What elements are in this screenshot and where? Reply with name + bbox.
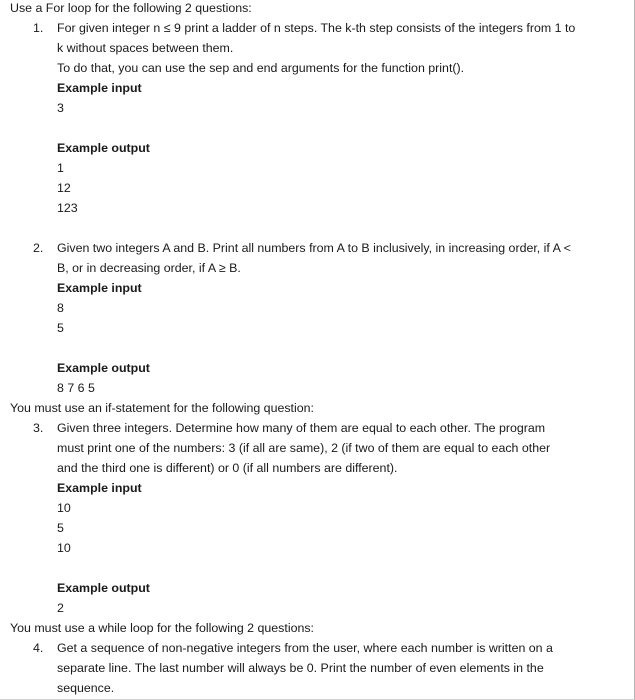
question-4-line: separate line. The last number will always be 0. Print the number of even elements in the (57, 661, 544, 675)
question-3-input-value: 5 (57, 521, 64, 535)
question-3-output-value: 2 (57, 601, 64, 615)
question-2-input-value: 8 (57, 301, 64, 315)
question-1-output-label: Example output (57, 141, 150, 155)
question-4-line: Get a sequence of non-negative integers from the user, where each number is written on a (57, 641, 553, 655)
question-4-number: 4. (33, 641, 44, 655)
question-3-line: and the third one is different) or 0 (if all numbers are different). (57, 461, 398, 475)
question-2-input-value: 5 (57, 321, 64, 335)
question-2-line: Given two integers A and B. Print all numbers from A to B inclusively, in increasing order, if A < (57, 241, 571, 255)
question-2-input-label: Example input (57, 281, 142, 295)
question-3-line: must print one of the numbers: 3 (if all are same), 2 (if two of them are equal to each other (57, 441, 551, 455)
question-2-output-value: 8 7 6 5 (57, 381, 95, 395)
section-heading-if-statement: You must use an if-statement for the following question: (10, 401, 314, 415)
question-2-output-label: Example output (57, 361, 150, 375)
question-4-line: sequence. (57, 681, 115, 695)
question-3-line: Given three integers. Determine how many of them are equal to each other. The program (57, 421, 546, 435)
question-2-line: B, or in decreasing order, if A ≥ B. (57, 261, 241, 275)
question-3-output-label: Example output (57, 581, 150, 595)
question-1-input-label: Example input (57, 81, 142, 95)
question-1-input-value: 3 (57, 101, 64, 115)
section-heading-for-loop: Use a For loop for the following 2 questions: (10, 1, 252, 15)
question-3-input-value: 10 (57, 541, 71, 555)
question-1-number: 1. (33, 21, 44, 35)
question-1-line: To do that, you can use the sep and end arguments for the function print(). (57, 61, 465, 75)
question-1-line: k without spaces between them. (57, 41, 234, 55)
question-3-number: 3. (33, 421, 44, 435)
section-heading-while-loop: You must use a while loop for the following 2 questions: (10, 621, 314, 635)
question-3-input-label: Example input (57, 481, 142, 495)
question-3-input-value: 10 (57, 501, 71, 515)
question-1-output-value: 1 (57, 161, 64, 175)
question-1-output-value: 123 (57, 201, 78, 215)
question-1-line: For given integer n ≤ 9 print a ladder of n steps. The k-th step consists of the integers from 1 to (57, 21, 576, 35)
question-1-output-value: 12 (57, 181, 71, 195)
question-2-number: 2. (33, 241, 44, 255)
